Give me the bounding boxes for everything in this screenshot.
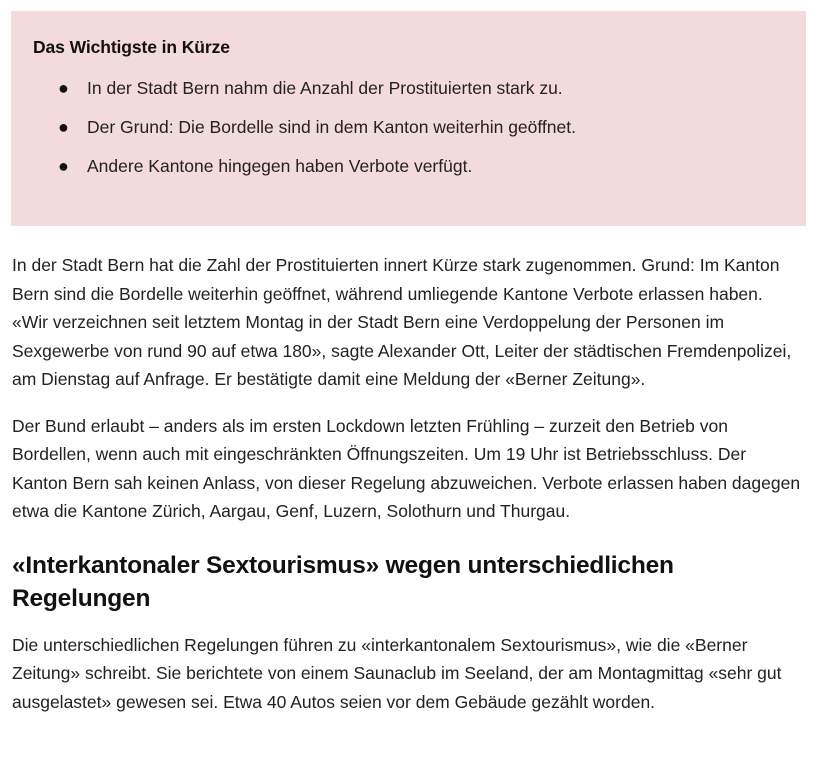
summary-item-text: In der Stadt Bern nahm die Anzahl der Prostituierten stark zu. <box>87 78 563 98</box>
summary-item-text: Der Grund: Die Bordelle sind in dem Kanton weiterhin geöffnet. <box>87 117 576 137</box>
article-body <box>12 251 802 734</box>
summary-title: Das Wichtigste in Kürze <box>33 37 230 57</box>
summary-list <box>33 78 784 195</box>
bullet-icon: ● <box>58 78 69 98</box>
summary-item <box>33 78 784 117</box>
summary-item <box>33 117 784 156</box>
article-paragraph: Der Bund erlaubt – anders als im ersten Lockdown letzten Frühling – zurzeit den Betrieb von Bordellen, wenn auch mit eingeschränkten Öffnungszeiten. Um 19 Uhr ist Betriebsschluss. Der Kanton Bern sah keinen Anlass, von dieser Regelung abzuweichen. Verbote erlassen haben dagegen etwa die Kantone Zürich, Aargau, Genf, Luzern, Solothurn und Thurgau. <box>12 415 801 521</box>
summary-item-text: Andere Kantone hingegen haben Verbote verfügt. <box>87 156 473 176</box>
summary-box <box>11 11 806 226</box>
bullet-icon: ● <box>58 117 69 137</box>
article-paragraph: In der Stadt Bern hat die Zahl der Prostituierten innert Kürze stark zugenommen. Grund: Im Kanton Bern sind die Bordelle weiterhin geöffnet, während umliegende Kantone Verbote erlassen haben. «Wir verzeichnen seit letztem Montag in der Stadt Bern eine Verdoppelung der Personen im Sexgewerbe von rund 90 auf etwa 180», sagte Alexander Ott, Leiter der städtischen Fremdenpolizei, am Dienstag auf Anfrage. Er bestätigte damit eine Meldung der «Berner Zeitung». <box>12 255 792 389</box>
article-paragraph: Die unterschiedlichen Regelungen führen zu «interkantonalem Sextourismus», wie die «Berner Zeitung» schreibt. Sie berichtete von einem Saunaclub im Seeland, der am Montagmittag «sehr gut ausgelastet» gewesen sei. Etwa 40 Autos seien vor dem Gebäude gezählt worden. <box>12 634 782 712</box>
bullet-icon: ● <box>58 156 69 176</box>
summary-item <box>33 156 784 195</box>
section-heading: «Interkantonaler Sextourismus» wegen unterschiedlichen Regelungen <box>12 551 674 612</box>
